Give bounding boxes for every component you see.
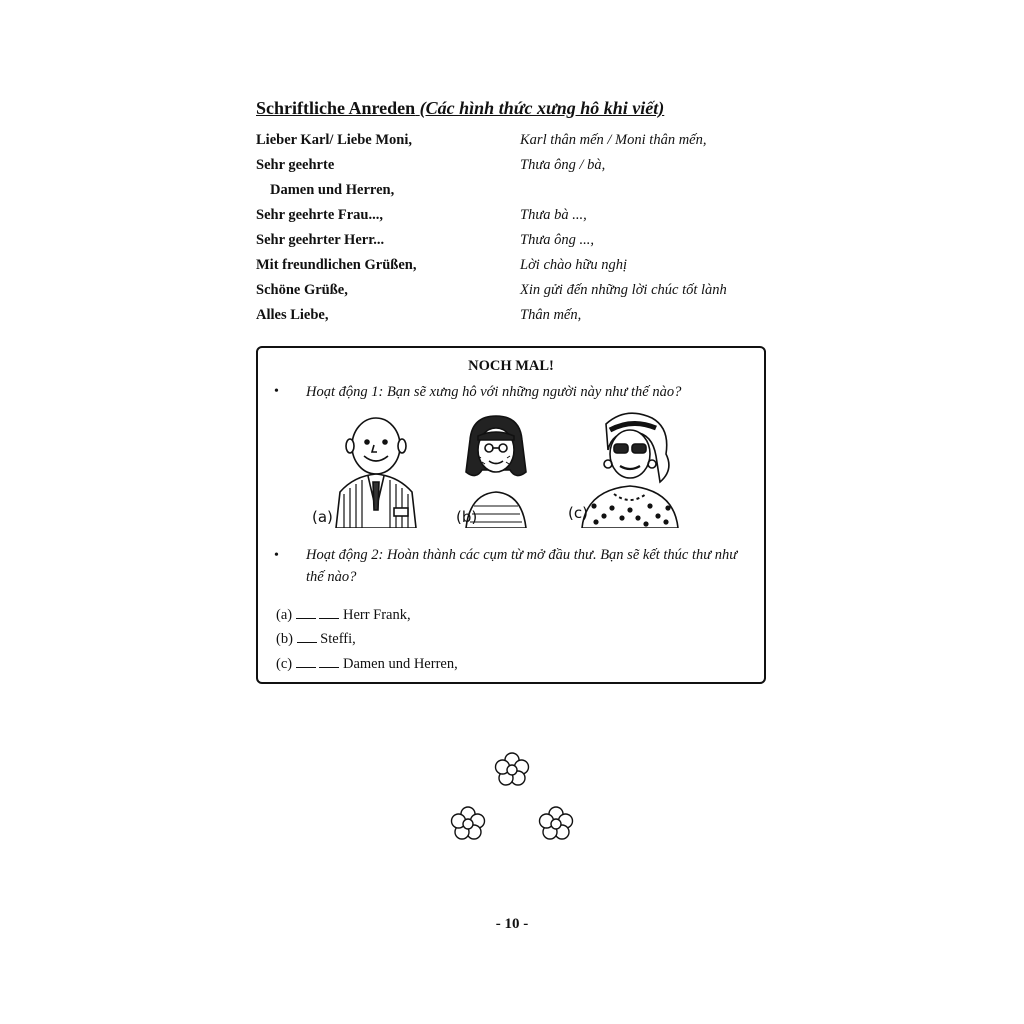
phrase-german: Alles Liebe, — [256, 307, 329, 323]
bullet-icon: • — [274, 548, 279, 563]
flower-icon — [494, 752, 530, 788]
answer-blank[interactable] — [296, 606, 316, 619]
exercise-heading: NOCH MAL! — [468, 358, 554, 374]
phrase-row — [256, 207, 768, 231]
page-title — [256, 98, 664, 119]
phrase-german: Sehr geehrte Frau..., — [256, 207, 383, 223]
phrase-german: Schöne Grüße, — [256, 282, 348, 298]
flower-icon — [538, 806, 574, 842]
phrase-row — [256, 257, 768, 281]
phrase-row — [256, 282, 768, 306]
phrase-row — [256, 182, 768, 206]
answer-blank[interactable] — [296, 655, 316, 668]
answer-blank[interactable] — [319, 655, 339, 668]
activity-1-text: Hoạt động 1: Bạn sẽ xưng hô với những người này như thế nào? — [306, 384, 682, 400]
phrase-vietnamese: Thưa ông / bà, — [520, 157, 606, 173]
phrase-vietnamese: Lời chào hữu nghị — [520, 257, 628, 273]
answer-line-a — [276, 606, 411, 624]
phrase-german: Sehr geehrter Herr... — [256, 232, 385, 248]
phrase-row — [256, 157, 768, 181]
phrase-vietnamese: Xin gửi đến những lời chúc tốt lành — [520, 282, 727, 298]
flower-icon — [450, 806, 486, 842]
answer-label: (c) — [276, 656, 293, 672]
phrase-german: Damen und Herren, — [270, 182, 395, 198]
answer-text: Herr Frank, — [342, 607, 411, 623]
phrase-row — [256, 307, 768, 331]
phrase-german: Sehr geehrte — [256, 157, 335, 173]
phrase-row — [256, 232, 768, 256]
answer-blank[interactable] — [297, 630, 317, 643]
figure-label-b: (b) — [456, 508, 478, 526]
person-a-drawing — [336, 418, 416, 528]
title-german: Schriftliche Anreden — [256, 98, 416, 118]
answer-line-b — [276, 630, 356, 648]
phrase-german: Lieber Karl/ Liebe Moni, — [256, 132, 412, 148]
phrase-row — [256, 132, 768, 156]
phrase-vietnamese: Thưa bà ..., — [520, 207, 587, 223]
answer-label: (a) — [276, 607, 293, 623]
person-c-drawing — [582, 413, 678, 528]
answer-line-c — [276, 655, 458, 673]
answer-label: (b) — [276, 631, 293, 647]
answer-text: Steffi, — [320, 631, 356, 647]
phrase-german: Mit freundlichen Grüßen, — [256, 257, 417, 273]
exercise-box — [256, 346, 766, 684]
phrase-vietnamese: Thưa ông ..., — [520, 232, 594, 248]
title-vietnamese: (Các hình thức xưng hô khi viết) — [419, 98, 665, 118]
phrase-vietnamese: Karl thân mến / Moni thân mến, — [520, 132, 707, 148]
figure-label-a: (a) — [312, 508, 333, 526]
people-illustration — [306, 410, 706, 528]
answer-blank[interactable] — [319, 606, 339, 619]
bullet-icon: • — [274, 384, 279, 399]
figure-label-c: (c) — [568, 504, 588, 522]
phrase-vietnamese: Thân mến, — [520, 307, 582, 323]
page-number: - 10 - — [495, 916, 529, 932]
answer-text: Damen und Herren, — [342, 656, 458, 672]
activity-2-text: Hoạt động 2: Hoàn thành các cụm từ mở đầu thư. Bạn sẽ kết thúc thư như thế nào? — [306, 547, 738, 585]
